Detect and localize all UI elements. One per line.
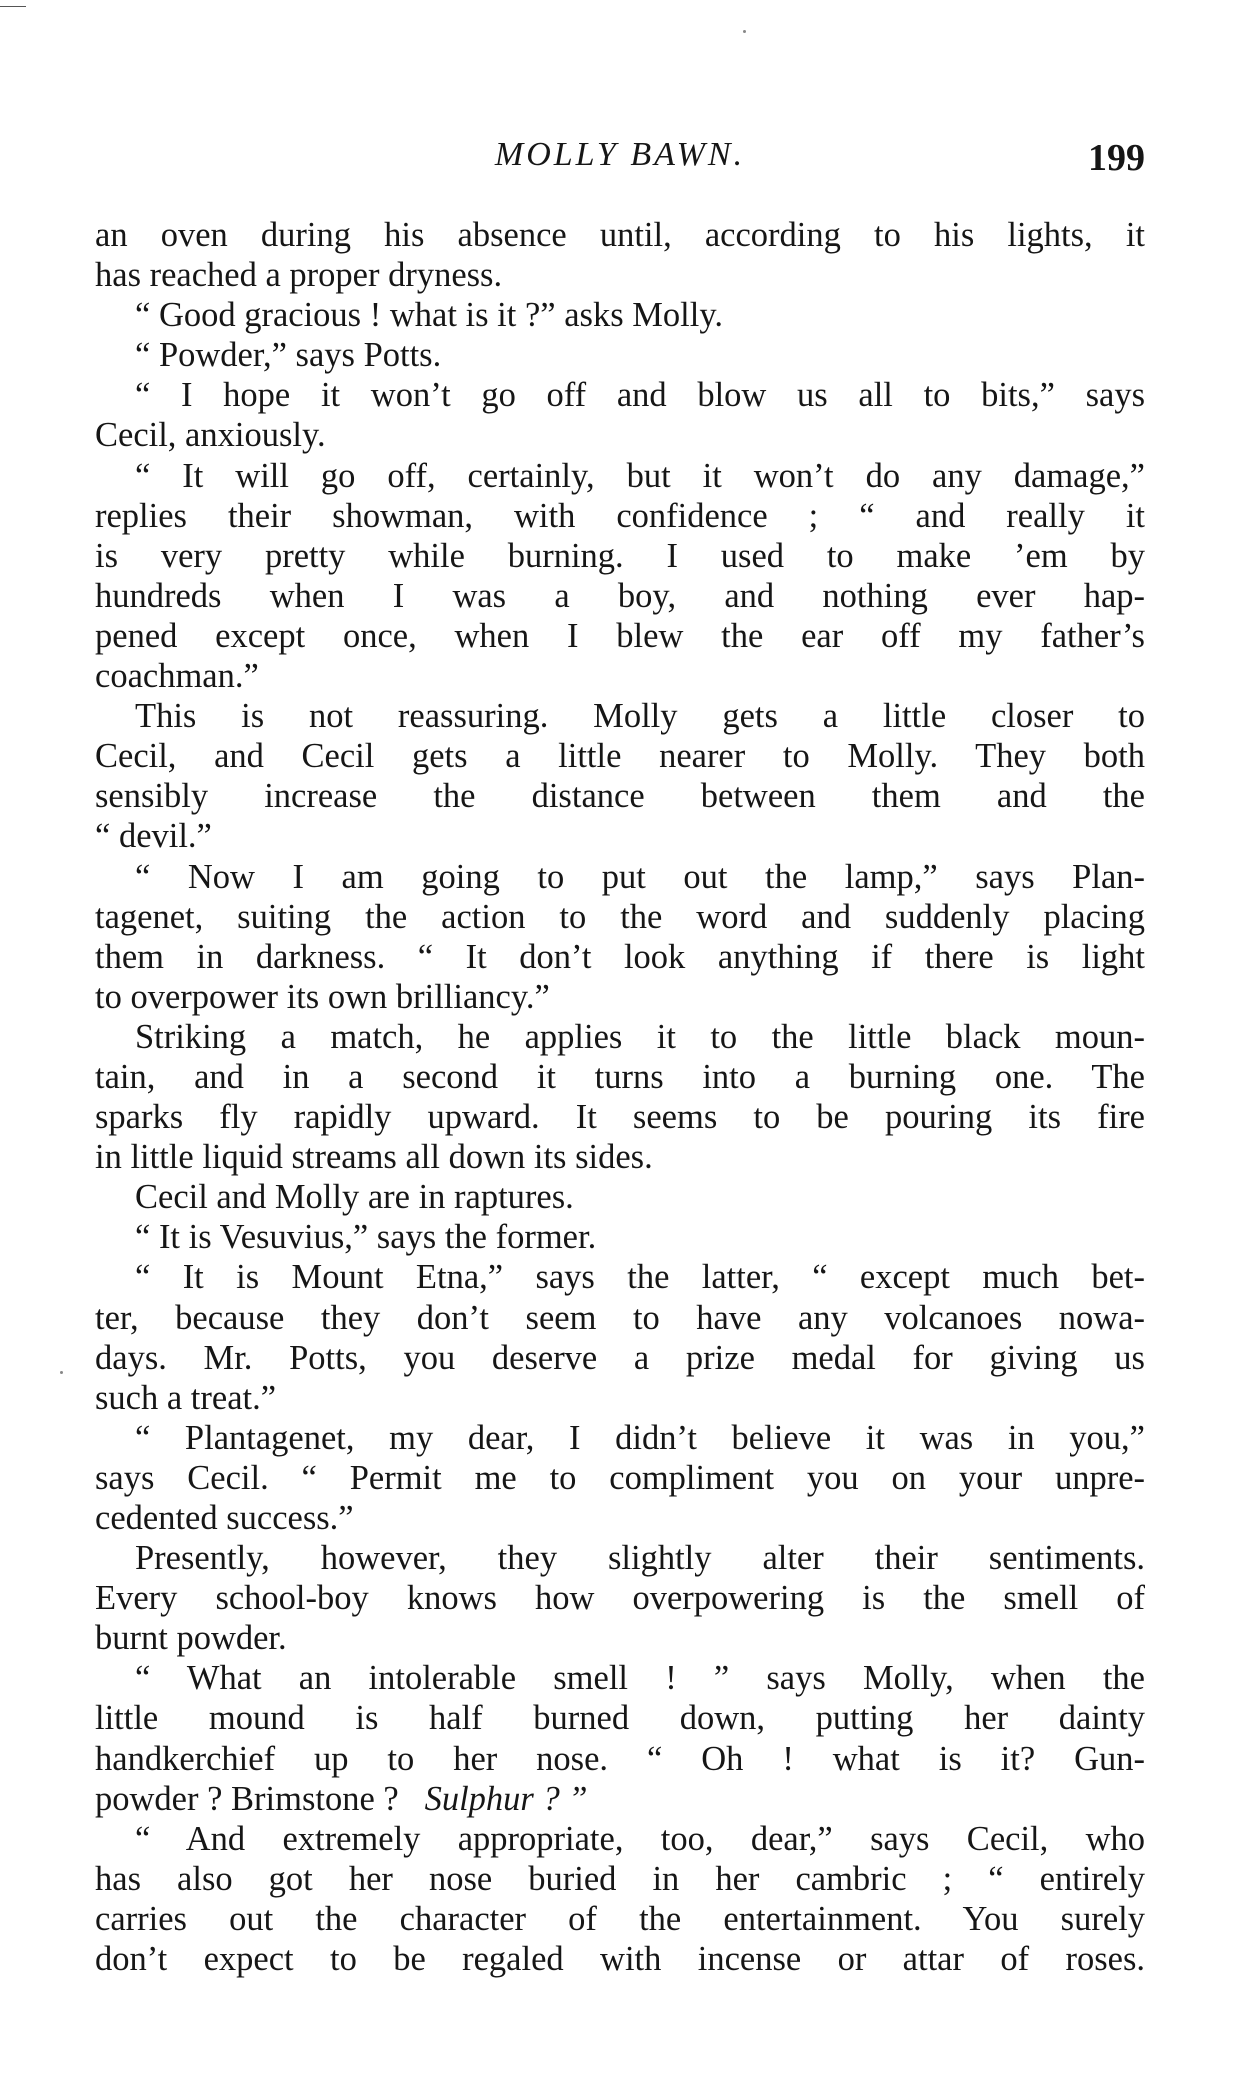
text-line: tain, and in a second it turns into a burning one. The (95, 1057, 1145, 1096)
text-line: coachman.” (95, 657, 259, 696)
text-line: “ It will go off, certainly, but it won’t do any damage,” (135, 456, 1145, 495)
paper-speck (743, 30, 746, 33)
text-line: replies their showman, with confidence ; “ and really it (95, 496, 1145, 535)
running-head: MOLLY BAWN. (494, 136, 746, 173)
text-line: pened except once, when I blew the ear off my father’s (95, 616, 1145, 655)
text-line: days. Mr. Potts, you deserve a prize medal for giving us (95, 1338, 1145, 1377)
text-line: sensibly increase the distance between them and the (95, 777, 1145, 816)
text-line: “ Powder,” says Potts. (135, 336, 442, 375)
text-line: burnt powder. (95, 1619, 287, 1658)
text-line: them in darkness. “ It don’t look anything if there is light (95, 937, 1145, 976)
text-line: “ It is Vesuvius,” says the former. (135, 1218, 597, 1257)
paper-speck (60, 1371, 63, 1374)
text-line: tagenet, suiting the action to the word and suddenly placing (95, 897, 1145, 936)
edge-mark (0, 6, 26, 7)
text-line: “ Now I am going to put out the lamp,” says Plan- (135, 857, 1145, 896)
text-line: Every school-boy knows how overpowering is the smell of (95, 1579, 1145, 1618)
text-line: “ It is Mount Etna,” says the latter, “ except much bet- (135, 1258, 1145, 1297)
text-line: “ I hope it won’t go off and blow us all to bits,” says (135, 376, 1145, 415)
text-line: is very pretty while burning. I used to make ’em by (95, 536, 1145, 575)
text-line: hundreds when I was a boy, and nothing ever hap- (95, 576, 1145, 615)
text-line: Cecil and Molly are in raptures. (135, 1178, 574, 1217)
text-line (95, 1779, 1145, 1819)
italic-word: Sulphur ? ” (424, 1779, 588, 1818)
text-line: has also got her nose buried in her cambric ; “ entirely (95, 1859, 1145, 1898)
text-line: says Cecil. “ Permit me to compliment you on your unpre- (95, 1458, 1145, 1497)
text-line: don’t expect to be regaled with incense or attar of roses. (95, 1940, 1145, 1979)
text-line: Presently, however, they slightly alter their sentiments. (135, 1539, 1145, 1578)
text-line: “ What an intolerable smell ! ” says Molly, when the (135, 1659, 1145, 1698)
text-line: such a treat.” (95, 1378, 277, 1417)
text-line: “ Good gracious ! what is it ?” asks Molly. (135, 296, 723, 335)
text-line: an oven during his absence until, according to his lights, it (95, 216, 1145, 254)
text-line: handkerchief up to her nose. “ Oh ! what is it? Gun- (95, 1739, 1145, 1778)
text-line: Cecil, and Cecil gets a little nearer to Molly. They both (95, 737, 1145, 776)
text-line: to overpower its own brilliancy.” (95, 977, 550, 1016)
text-line: little mound is half burned down, putting her dainty (95, 1699, 1145, 1738)
text-line: “ And extremely appropriate, too, dear,” says Cecil, who (135, 1819, 1145, 1858)
text-line: in little liquid streams all down its sides. (95, 1138, 653, 1177)
text-line: “ devil.” (95, 817, 212, 856)
text-line: “ Plantagenet, my dear, I didn’t believe it was in you,” (135, 1418, 1145, 1457)
text-line: This is not reassuring. Molly gets a little closer to (135, 697, 1145, 736)
text-line: has reached a proper dryness. (95, 256, 503, 295)
body-text (95, 215, 1145, 1979)
text-line: sparks fly rapidly upward. It seems to be pouring its fire (95, 1098, 1145, 1137)
text-line: carries out the character of the entertainment. You surely (95, 1899, 1145, 1938)
text-line: Cecil, anxiously. (95, 416, 326, 455)
text-fragment: powder ? Brimstone ? (95, 1779, 399, 1818)
text-line: cedented success.” (95, 1499, 354, 1537)
page-number: 199 (1088, 137, 1145, 179)
page-header (95, 136, 1145, 188)
text-line: Striking a match, he applies it to the little black moun- (135, 1017, 1145, 1056)
text-line: ter, because they don’t seem to have any volcanoes nowa- (95, 1298, 1145, 1337)
